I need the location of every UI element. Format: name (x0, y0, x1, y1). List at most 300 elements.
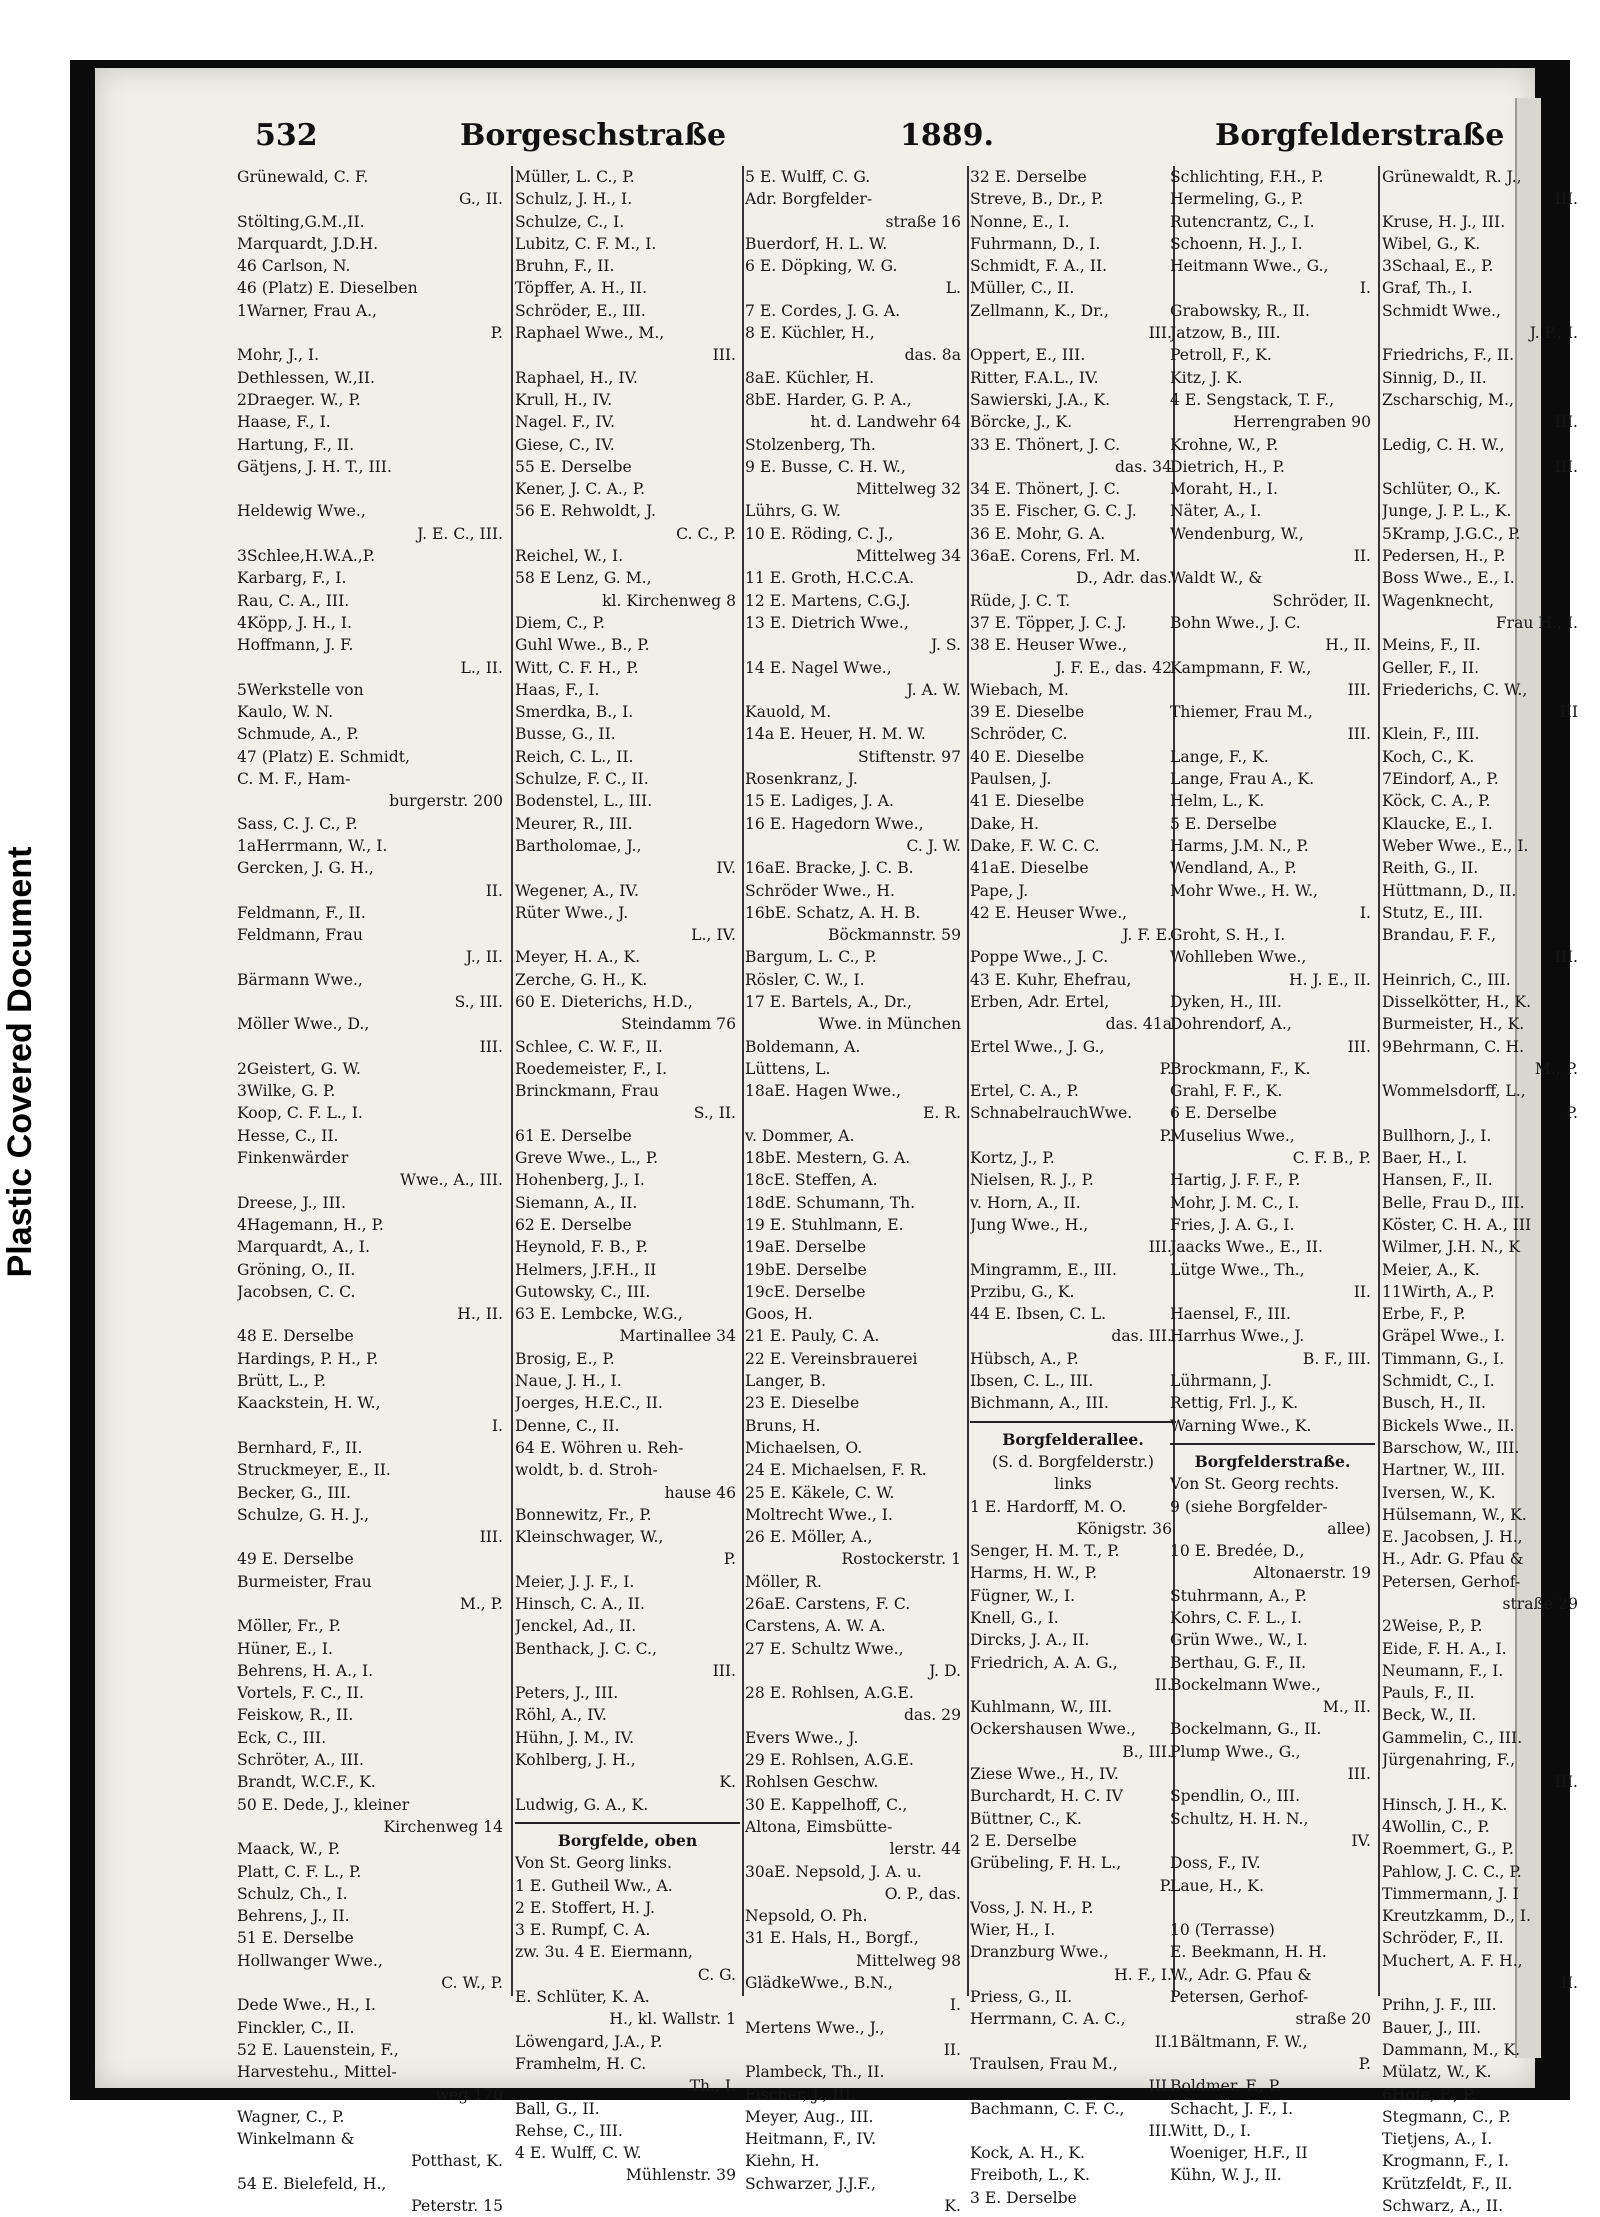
directory-entry-line: 8aE. Küchler, H. (745, 368, 875, 387)
directory-entry-line: Carstens, A. W. A. (745, 1617, 886, 1636)
directory-entry-line: Karbarg, F., I. (237, 569, 347, 588)
page-header (255, 118, 1505, 168)
directory-entry-line: v. Dommer, A. (745, 1126, 855, 1145)
directory-entry-line: B., III. (1122, 1742, 1172, 1761)
directory-entry-line: Stolzenberg, Th. (745, 435, 876, 454)
directory-entry-line: Ockershausen Wwe., (970, 1720, 1136, 1739)
directory-entry-line: Bruhn, F., II. (515, 257, 615, 276)
directory-entry-line: I. (949, 1996, 961, 2015)
directory-entry-line: Heitmann, F., IV. (745, 2130, 877, 2149)
directory-entry-line: 10 (Terrasse) (1170, 1921, 1275, 1940)
directory-entry-line: Mohr, J., I. (237, 346, 320, 365)
directory-entry-line: Jaacks Wwe., E., II. (1170, 1238, 1323, 1257)
directory-entry-line: II. (943, 2040, 961, 2059)
directory-entry-line: H., kl. Wallstr. 1 (609, 2010, 736, 2029)
directory-entry-line: II. (1353, 547, 1371, 566)
directory-entry-line: II. (1560, 1974, 1578, 1993)
directory-entry-line: G., II. (458, 190, 503, 209)
directory-entry-line: SchnabelrauchWwe. (970, 1104, 1133, 1123)
directory-entry-line: Schulz, J. H., I. (515, 190, 633, 209)
directory-entry-line: 4Wollin, C., P. (1382, 1817, 1490, 1836)
directory-entry-line: K. (719, 1773, 736, 1792)
directory-entry-line: 44 E. Ibsen, C. L. (970, 1305, 1107, 1324)
directory-entry-line: Gätjens, J. H. T., III. (237, 457, 392, 476)
directory-entry-line: Lührs, G. W. (745, 502, 841, 521)
directory-entry-line: 2 E. Derselbe (970, 1831, 1077, 1850)
directory-entry-line: 60 E. Dieterichs, H.D., (515, 992, 693, 1011)
directory-entry-line: weg 170 (435, 2085, 503, 2104)
directory-entry-line: M., II. (1322, 1698, 1371, 1717)
directory-entry-line: K. (944, 2197, 961, 2216)
directory-entry-line: III. (1347, 1037, 1371, 1056)
directory-entry-line: Königstr. 36 (1076, 1519, 1172, 1538)
directory-entry-line: Petersen, Gerhof- (1170, 1988, 1309, 2007)
directory-entry-line: P. (1159, 1876, 1172, 1895)
directory-entry-line: Schlee, C. W. F., II. (515, 1037, 663, 1056)
directory-entry-line: J. P., I. (1529, 324, 1578, 343)
directory-entry-line: Hoffmann, J. F. (237, 636, 354, 655)
directory-entry-line: Kohlberg, J. H., (515, 1751, 636, 1770)
directory-entry-line: Lubitz, C. F. M., I. (515, 234, 657, 253)
directory-entry-line: Bullhorn, J., I. (1382, 1126, 1492, 1145)
directory-entry-line: Stuhrmann, A., P. (1170, 1586, 1307, 1605)
directory-entry-line: Freiboth, L., K. (970, 2166, 1090, 2185)
directory-entry-line: Ledig, C. H. W., (1382, 435, 1505, 454)
directory-entry-line: H., Adr. G. Pfau & (1382, 1550, 1524, 1569)
directory-entry-line: 13 E. Dietrich Wwe., (745, 613, 909, 632)
directory-entry-line: Winkelmann & (237, 2130, 355, 2149)
directory-entry-line: Näter, A., I. (1170, 502, 1262, 521)
directory-entry-line: Feldmann, F., II. (237, 903, 366, 922)
directory-entry-line: 26aE. Carstens, F. C. (745, 1595, 911, 1613)
directory-entry-line: 7 E. Cordes, J. G. A. (745, 301, 901, 320)
directory-entry-line: Bruns, H. (745, 1416, 821, 1435)
directory-entry-line: Ball, G., II. (515, 2099, 600, 2118)
directory-entry-line: J. A. W. (906, 680, 961, 699)
directory-entry-line: 12 E. Martens, C.G.J. (745, 591, 911, 610)
directory-entry-line: 58 E Lenz, G. M., (515, 569, 652, 588)
directory-entry-line: Büttner, C., K. (970, 1809, 1082, 1828)
directory-entry-line: Iversen, W., K. (1382, 1483, 1496, 1502)
directory-entry-line: Dranzburg Wwe., (970, 1943, 1109, 1962)
directory-entry-line: Zerche, G. H., K. (515, 970, 648, 989)
directory-entry-line: Feiskow, R., II. (237, 1706, 354, 1725)
directory-entry-line: Fries, J. A. G., I. (1170, 1215, 1295, 1234)
directory-entry-line: Röhl, A., IV. (515, 1706, 607, 1725)
directory-entry-line: Grünewald, C. F. (237, 168, 369, 186)
directory-entry-line: Wwe. in München (818, 1015, 961, 1034)
directory-entry-line: 41 E. Dieselbe (970, 792, 1085, 811)
directory-entry-line: Bargum, L. C., P. (745, 948, 877, 967)
directory-entry-line: Witt, C. F. H., P. (515, 658, 639, 677)
directory-entry-line: Schröder, F., II. (1382, 1929, 1504, 1948)
column-3 (745, 166, 965, 2217)
directory-entry-line: 11Wirth, A., P. (1382, 1282, 1495, 1301)
directory-entry-line: Ertel, C. A., P. (970, 1082, 1079, 1101)
directory-entry-line: Goos, H. (745, 1305, 813, 1324)
directory-entry-line: H. J. E., II. (1289, 970, 1371, 989)
directory-entry-line: Rohlsen Geschw. (745, 1773, 879, 1792)
directory-entry-line: 1Warner, Frau A., (237, 301, 378, 320)
directory-entry-line: Jenckel, Ad., II. (515, 1617, 637, 1636)
directory-entry-line: 3 E. Derselbe (970, 2188, 1077, 2207)
directory-entry-line: Rösler, C. W., I. (745, 970, 865, 989)
directory-entry-line: E. Beekmann, H. H. (1170, 1943, 1327, 1962)
directory-entry-line: zw. 3u. 4 E. Eiermann, (515, 1943, 693, 1962)
directory-entry-line: Rau, C. A., III. (237, 591, 350, 610)
directory-entry-line: links (1054, 1475, 1092, 1494)
directory-entry-line: 56 E. Rehwoldt, J. (515, 502, 656, 521)
directory-entry-line: C. G. (697, 1965, 736, 1984)
directory-entry-line: Friedrich, A. A. G., (970, 1653, 1118, 1672)
directory-entry-line: Weber Wwe., E., I. (1382, 836, 1529, 855)
directory-entry-line: Bodenstel, L., III. (515, 792, 653, 811)
directory-entry-line: O. P., das. (884, 1884, 961, 1903)
directory-entry-line: III. (1554, 948, 1578, 967)
directory-entry-line: Kaulo, W. N. (237, 703, 334, 722)
directory-entry-line: 27 E. Schultz Wwe., (745, 1639, 904, 1658)
directory-entry-line: Joerges, H.E.C., II. (515, 1394, 663, 1413)
directory-entry-line: Giese, C., IV. (515, 435, 615, 454)
directory-entry-line: Framhelm, H. C. (515, 2054, 647, 2073)
directory-entry-line: Bockelmann, G., II. (1170, 1720, 1322, 1739)
directory-entry-line: 17 E. Bartels, A., Dr., (745, 992, 912, 1011)
section-rule (970, 1421, 1176, 1429)
directory-entry-line: Voss, J. N. H., P. (970, 1898, 1094, 1917)
directory-entry-line: Schmude, A., P. (237, 725, 359, 744)
directory-entry-line: 25 E. Käkele, C. W. (745, 1483, 895, 1502)
directory-entry-line: Th., I. (689, 2077, 736, 2096)
directory-entry-line: Timmermann, J. I (1382, 1884, 1519, 1903)
directory-entry-line: 16aE. Bracke, J. C. B. (745, 859, 914, 878)
directory-entry-line: Neumann, F., I. (1382, 1661, 1504, 1680)
directory-entry-line: 62 E. Derselbe (515, 1215, 632, 1234)
directory-entry-line: 49 E. Derselbe (237, 1550, 354, 1569)
directory-entry-line: Hübsch, A., P. (970, 1349, 1079, 1368)
directory-entry-line: Schlüter, O., K. (1382, 480, 1501, 499)
directory-entry-line: 4 E. Sengstack, T. F., (1170, 390, 1335, 409)
directory-entry-line: 31 E. Hals, H., Borgf., (745, 1929, 919, 1948)
directory-entry-line: M., P. (459, 1595, 503, 1613)
directory-entry-line: I. (1359, 903, 1371, 922)
directory-entry-line: 1 E. Gutheil Ww., A. (515, 1876, 673, 1895)
column-divider (967, 166, 969, 1996)
directory-entry-line: Meins, F., II. (1382, 636, 1481, 655)
directory-entry-line: Dyken, H., III. (1170, 992, 1282, 1011)
directory-entry-line: Lange, F., K. (1170, 747, 1269, 766)
directory-entry-line: Graf, Th., I. (1382, 279, 1473, 298)
directory-entry-line: lerstr. 44 (889, 1840, 961, 1859)
directory-entry-line: Hülsemann, W., K. (1382, 1505, 1527, 1524)
directory-entry-line: 2Geistert, G. W. (237, 1059, 361, 1078)
directory-entry-line: H., II. (457, 1305, 503, 1324)
directory-entry-line: Roemmert, G., P. (1382, 1840, 1514, 1859)
directory-entry-line: Wwe., A., III. (399, 1171, 503, 1190)
directory-entry-line: III. (1347, 725, 1371, 744)
section-rule (1170, 1443, 1375, 1451)
directory-entry-line: 18bE. Mestern, G. A. (745, 1149, 911, 1168)
directory-entry-line: Rostockerstr. 1 (841, 1550, 961, 1569)
directory-entry-line: Schröder, E., III. (515, 301, 646, 320)
directory-entry-line: Schulz, Ch., I. (237, 1884, 348, 1903)
directory-entry-line: Nepsold, O. Ph. (745, 1907, 868, 1926)
directory-entry-line: Wommelsdorff, L., (1382, 1082, 1526, 1101)
directory-entry-line: P. (723, 1550, 736, 1569)
directory-entry-line: 40 E. Dieselbe (970, 747, 1085, 766)
directory-entry-line: Dietrich, H., P. (1170, 457, 1285, 476)
directory-entry-line: Wagenknecht, (1382, 591, 1494, 610)
directory-entry-line: Haensel, F., III. (1170, 1305, 1291, 1324)
directory-entry-line: Mülatz, W., K. (1382, 2063, 1492, 2082)
directory-entry-line: Wilmer, J.H. N., K (1382, 1238, 1521, 1257)
directory-entry-line: Brandau, F. F., (1382, 926, 1497, 945)
directory-entry-line: Krohne, W., P. (1170, 435, 1279, 454)
directory-entry-line: Wibel, G., K. (1382, 234, 1481, 253)
directory-entry-line: Kiehn, H. (745, 2152, 820, 2171)
directory-entry-line: Herrengraben 90 (1233, 413, 1371, 432)
directory-entry-line: Hüner, E., I. (237, 1639, 333, 1658)
directory-entry-line: Möller Wwe., D., (237, 1015, 370, 1034)
directory-entry-line: 54 E. Bielefeld, H., (237, 2174, 387, 2193)
directory-entry-line: Muchert, A. F. H., (1382, 1951, 1523, 1970)
directory-entry-line: Marquardt, A., I. (237, 1238, 370, 1257)
directory-entry-line: Ludwig, G. A., K. (515, 1795, 649, 1814)
directory-entry-line: 41aE. Dieselbe (970, 859, 1089, 878)
directory-entry-line: 21 E. Pauly, C. A. (745, 1327, 880, 1346)
directory-entry-line: 63 E. Lembcke, W.G., (515, 1305, 683, 1324)
directory-entry-line: Bonnewitz, Fr., P. (515, 1505, 652, 1524)
directory-entry-line: Hartner, W., III. (1382, 1461, 1506, 1480)
directory-entry-line: Kirchenweg 14 (383, 1817, 503, 1836)
directory-entry-line: Baer, H., I. (1382, 1149, 1468, 1168)
directory-entry-line: Michaelsen, O. (745, 1438, 863, 1457)
directory-entry-line: Maack, W., P. (237, 1840, 341, 1859)
directory-entry-line: das. 29 (903, 1706, 961, 1725)
directory-entry-line: Rettig, Frl. J., K. (1170, 1394, 1299, 1413)
directory-entry-line: 9 E. Busse, C. H. W., (745, 457, 906, 476)
directory-entry-line (1170, 1897, 1375, 1919)
directory-entry-line: ht. d. Landwehr 64 (810, 413, 961, 432)
directory-entry-line: Dircks, J. A., II. (970, 1631, 1090, 1650)
directory-entry-line: Plambeck, Th., II. (745, 2063, 885, 2082)
directory-entry-line: Dede Wwe., H., I. (237, 1996, 376, 2015)
directory-entry-line: Klein, F., III. (1382, 725, 1480, 744)
directory-entry-line: J. F. E. (1122, 926, 1172, 945)
header-right-street: Borgfelderstraße (1215, 118, 1505, 153)
directory-entry-line: J. D. (929, 1661, 961, 1680)
directory-entry-line: 15 E. Ladiges, J. A. (745, 792, 895, 811)
column-5 (1170, 166, 1375, 2187)
directory-entry-line: Ertel Wwe., J. G., (970, 1037, 1105, 1056)
directory-entry-line: Klaucke, E., I. (1382, 814, 1493, 833)
directory-entry-line: GlädkeWwe., B.N., (745, 1974, 893, 1993)
directory-entry-line: 39 E. Dieselbe (970, 703, 1085, 722)
directory-entry-line: Kampmann, F. W., (1170, 658, 1312, 677)
directory-entry-line: 42 E. Heuser Wwe., (970, 903, 1128, 922)
directory-entry-line (237, 478, 507, 500)
directory-entry-line: das. 8a (904, 346, 961, 365)
directory-entry-line: Rosenkranz, J. (745, 770, 858, 789)
directory-entry-line: 24 E. Michaelsen, F. R. (745, 1461, 927, 1480)
directory-entry-line: 35 E. Fischer, G. C. J. (970, 502, 1137, 521)
directory-entry-line: Stölting,G.M.,II. (237, 212, 365, 231)
directory-entry-line: III. (479, 1528, 503, 1547)
directory-entry-line: Reich, C. L., II. (515, 747, 634, 766)
directory-entry-line: Möller, Fr., P. (237, 1617, 341, 1636)
directory-entry-line: III. (712, 346, 736, 365)
directory-entry-line: C. C., P. (676, 524, 736, 543)
directory-entry-line: Sinnig, D., II. (1382, 368, 1487, 387)
directory-entry-line: Bartholomae, J., (515, 836, 642, 855)
directory-entry-line: L. (945, 279, 961, 298)
directory-entry-line: Timmann, G., I. (1382, 1349, 1505, 1368)
column-divider (1378, 166, 1380, 1996)
directory-entry-line: Greve Wwe., L., P. (515, 1149, 659, 1168)
directory-entry-line: Doss, F., IV. (1170, 1854, 1261, 1873)
directory-entry-line: Lange, Frau A., K. (1170, 770, 1315, 789)
directory-entry-line: Brockmann, F., K. (1170, 1059, 1311, 1078)
directory-entry-line: Barschow, W., III. (1382, 1438, 1520, 1457)
directory-entry-line: Rüde, J. C. T. (970, 591, 1071, 610)
directory-entry-line: Zellmann, K., Dr., (970, 301, 1109, 320)
directory-entry-line: Lührmann, J. (1170, 1372, 1272, 1391)
directory-entry-line: 3Schlee,H.W.A.,P. (237, 547, 376, 566)
directory-entry-line: Ibsen, C. L., III. (970, 1372, 1094, 1391)
directory-entry-line: Paulsen, J. (970, 770, 1052, 789)
directory-entry-line: Meier, J. J. F., I. (515, 1572, 635, 1591)
directory-entry-line: 1Bältmann, F. W., (1170, 2032, 1308, 2051)
directory-entry-line: IV. (716, 859, 736, 878)
directory-entry-line: Stiftenstr. 97 (857, 747, 961, 766)
directory-entry-line: Von St. Georg links. (515, 1854, 672, 1873)
directory-entry-line: 14a E. Heuer, H. M. W. (745, 725, 926, 744)
directory-entry-line: III. (479, 1037, 503, 1056)
directory-entry-line: III (1559, 703, 1578, 722)
directory-entry-line: Guhl Wwe., B., P. (515, 636, 650, 655)
directory-entry-line: Nonne, E., I. (970, 212, 1070, 231)
directory-entry-line: Hesse, C., II. (237, 1126, 339, 1145)
directory-entry-line: Gammelin, C., III. (1382, 1728, 1523, 1747)
directory-entry-line: 4Köpp, J. H., I. (237, 613, 352, 632)
directory-entry-line: Mertens Wwe., J., (745, 2018, 885, 2037)
directory-entry-line: Reith, G., II. (1382, 859, 1479, 878)
directory-entry-line: Disselkötter, H., K. (1382, 992, 1532, 1011)
directory-entry-line: Brinckmann, Frau (515, 1082, 659, 1101)
directory-entry-line: Bärmann Wwe., (237, 970, 363, 989)
directory-entry-line: 47 (Platz) E. Schmidt, (237, 747, 410, 766)
directory-entry-line: Müller, C., II. (970, 279, 1075, 298)
directory-entry-line: Streve, B., Dr., P. (970, 190, 1104, 209)
directory-entry-line: Wiebach, M. (970, 680, 1069, 699)
directory-entry-line: 55 E. Derselbe (515, 457, 632, 476)
directory-entry-line: Burmeister, H., K. (1382, 1015, 1525, 1034)
directory-entry-line: Moltrecht Wwe., I. (745, 1505, 893, 1524)
directory-entry-line: Pape, J. (970, 881, 1029, 900)
directory-entry-line: Wier, H., I. (970, 1921, 1056, 1940)
directory-entry-line: Wendland, A., P. (1170, 859, 1297, 878)
directory-entry-line: Prihn, J. F., III. (1382, 1996, 1497, 2015)
directory-entry-line: III. (1148, 2077, 1172, 2096)
directory-entry-line: Eide, F. H. A., I. (1382, 1639, 1507, 1658)
directory-entry-line: Grün Wwe., W., I. (1170, 1631, 1308, 1650)
directory-entry-line: P. (490, 324, 503, 343)
directory-entry-line: woldt, b. d. Stroh- (515, 1461, 658, 1480)
directory-entry-line: 3Schaal, E., P. (1382, 257, 1494, 276)
directory-entry-line: Geller, F., II. (1382, 658, 1480, 677)
directory-entry-line: das. 34 (1114, 457, 1172, 476)
directory-entry-line: Tietjens, A., I. (1382, 2130, 1493, 2149)
directory-entry-line: 51 E. Derselbe (237, 1929, 354, 1948)
directory-entry-line: Köck, C. A., P. (1382, 792, 1491, 811)
directory-entry-line: Jacobsen, C. C. (237, 1282, 356, 1301)
directory-entry-line: Jürgenahring, F., (1382, 1751, 1516, 1770)
directory-entry-line: Harvestehu., Mittel- (237, 2063, 397, 2082)
directory-entry-line: Krull, H., IV. (515, 390, 613, 409)
directory-entry-line: Stutz, E., III. (1382, 903, 1484, 922)
directory-entry-line: Stegmann, C., P. (1382, 2107, 1511, 2126)
directory-entry-line: H. F., I. (1114, 1965, 1172, 1984)
directory-entry-line: Schmidt Wwe., (1382, 301, 1501, 320)
directory-entry-line: Kohrs, C. F. L., I. (1170, 1609, 1302, 1627)
column-4 (970, 166, 1176, 2209)
directory-entry-line: Platt, C. F. L., P. (237, 1862, 362, 1881)
directory-entry-line: v. Horn, A., II. (970, 1193, 1081, 1212)
directory-entry-line: Diem, C., P. (515, 613, 605, 632)
directory-entry-line: 7Eindorf, A., P. (1382, 770, 1499, 789)
directory-entry-line: Dammann, M., K. (1382, 2040, 1521, 2059)
directory-entry-line: 8 E. Küchler, H., (745, 324, 875, 343)
directory-entry-line: Möller, R. (745, 1572, 822, 1591)
directory-entry-line: Rutencrantz, C., I. (1170, 212, 1315, 231)
directory-entry-line: allee) (1327, 1519, 1371, 1538)
column-divider (742, 166, 744, 1996)
directory-entry-line: Burmeister, Frau (237, 1572, 372, 1591)
directory-entry-line: Hühn, J. M., IV. (515, 1728, 635, 1747)
directory-entry-line: Priess, G., II. (970, 1988, 1073, 2007)
directory-entry-line: Töpffer, A. H., II. (515, 279, 648, 298)
directory-entry-line: burgerstr. 200 (389, 792, 503, 811)
directory-entry-line: III. (1554, 413, 1578, 432)
directory-entry-line: L., IV. (691, 926, 736, 945)
directory-entry-line: kl. Kirchenweg 8 (602, 591, 736, 610)
directory-entry-line: Gutowsky, C., III. (515, 1282, 651, 1301)
directory-entry-line: P. (1159, 1126, 1172, 1145)
directory-entry-line: 18cE. Steffen, A. (745, 1171, 878, 1190)
directory-entry-line: Waldt W., & (1170, 569, 1263, 588)
directory-entry-line: Wendenburg, W., (1170, 524, 1304, 543)
directory-entry-line: Benthack, J. C. C., (515, 1639, 657, 1658)
directory-entry-line: Bohn Wwe., J. C. (1170, 613, 1301, 632)
directory-entry-line: Evers Wwe., J. (745, 1728, 859, 1747)
directory-entry-line: Eck, C., III. (237, 1728, 327, 1747)
directory-entry-line: III. (1554, 190, 1578, 209)
directory-entry-line: straße 16 (885, 212, 961, 231)
directory-entry-line: 2 E. Stoffert, H. J. (515, 1898, 655, 1917)
directory-entry-line: 5 E. Derselbe (1170, 814, 1277, 833)
directory-entry-line: Petersen, Gerhof- (1382, 1572, 1521, 1591)
directory-entry-line: Meurer, R., III. (515, 814, 633, 833)
directory-entry-line: Helmers, J.F.H., II (515, 1260, 657, 1279)
directory-entry-line: Mohr Wwe., H. W., (1170, 881, 1319, 900)
directory-entry-line: 46 Carlson, N. (237, 257, 351, 276)
directory-entry-line: C. F. B., P. (1292, 1149, 1371, 1168)
directory-entry-line: Löwengard, J.A., P. (515, 2032, 663, 2051)
directory-entry-line: Krützfeldt, F., II. (1382, 2174, 1513, 2193)
section-heading: Borgfelderstraße. (1194, 1451, 1351, 1471)
directory-entry-line: S., III. (454, 992, 503, 1011)
directory-entry-line: S., II. (693, 1104, 736, 1123)
directory-entry-line: Schmidt, F. A., II. (970, 257, 1108, 276)
